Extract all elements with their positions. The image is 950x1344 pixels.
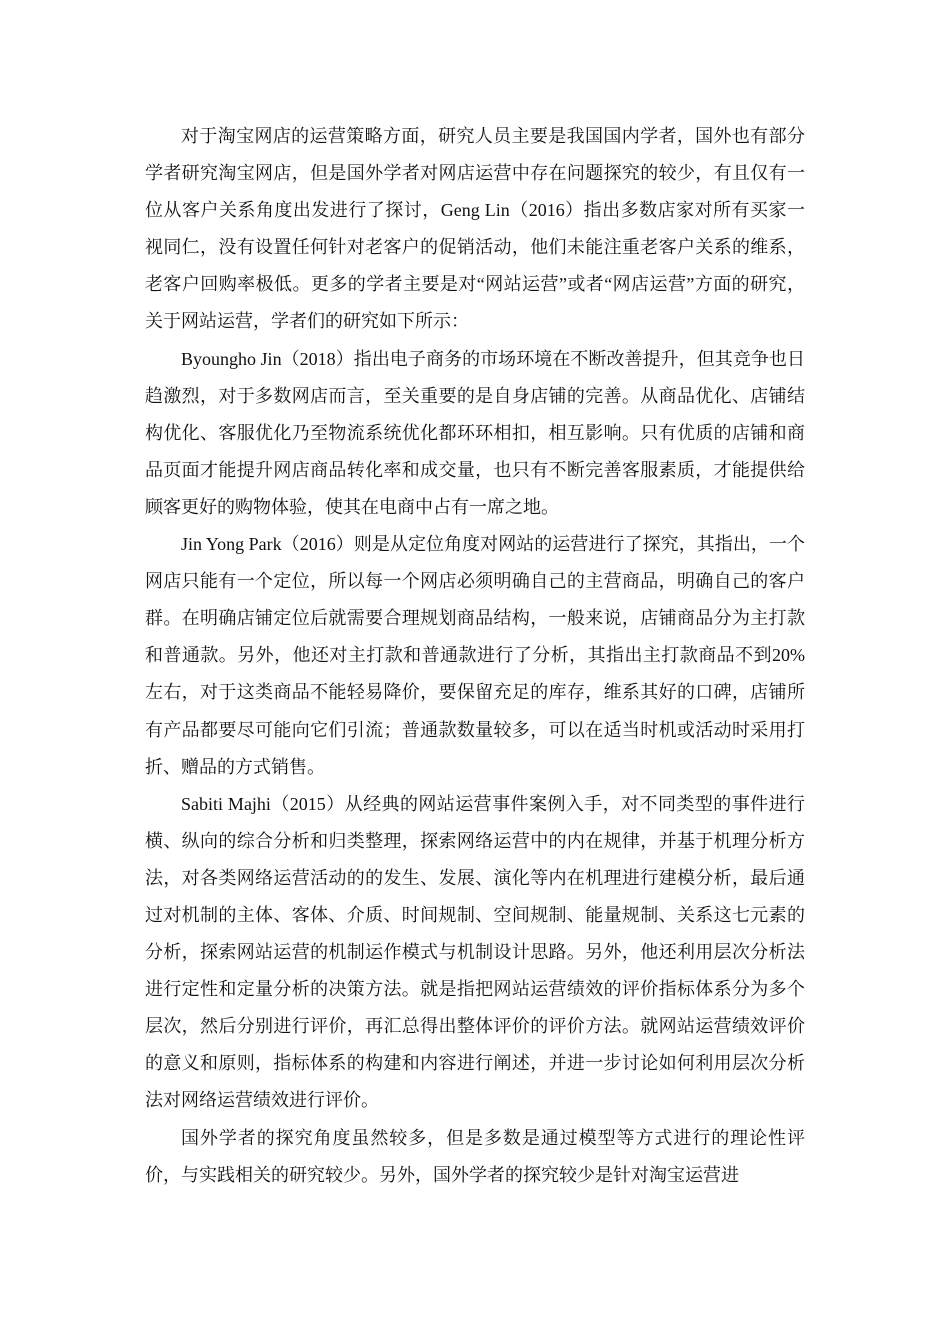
paragraph-sabiti-majhi: Sabiti Majhi（2015）从经典的网站运营事件案例入手，对不同类型的事件进行横、纵向的综合分析和归类整理，探索网络运营中的内在规律，并基于机理分析方法，对各类网络运营活动的的发生、发展、演化等内在机理进行建模分析，最后通过对机制的主体、客体、介质、时间规制、空间规制、能量规制、关系这七元素的分析，探索网站运营的机制运作模式与机制设计思路。另外，他还利用层次分析法进行定性和定量分析的决策方法。就是指把网站运营绩效的评价指标体系分为多个层次，然后分别进行评价，再汇总得出整体评价的评价方法。就网站运营绩效评价的意义和原则，指标体系的构建和内容进行阐述，并进一步讨论如何利用层次分析法对网络运营绩效进行评价。: [145, 793, 805, 1111]
document-body: [145, 118, 805, 1194]
paragraph-byoungho-jin: Byoungho Jin（2018）指出电子商务的市场环境在不断改善提升，但其竞争也日趋激烈，对于多数网店而言，至关重要的是自身店铺的完善。从商品优化、店铺结构优化、客服优化乃至物流系统优化都环环相扣，相互影响。只有优质的店铺和商品页面才能提升网店商品转化率和成交量，也只有不断完善客服素质，才能提供给顾客更好的购物体验，使其在电商中占有一席之地。: [145, 348, 805, 517]
paragraph-jin-yong-park: Jin Yong Park（2016）则是从定位角度对网站的运营进行了探究，其指出，一个网店只能有一个定位，所以每一个网店必须明确自己的主营商品，明确自己的客户群。在明确店铺定位后就需要合理规划商品结构，一般来说，店铺商品分为主打款和普通款。另外，他还对主打款和普通款进行了分析，其指出主打款商品不到20%左右，对于这类商品不能轻易降价，要保留充足的库存，维系其好的口碑，店铺所有产品都要尽可能向它们引流；普通款数量较多，可以在适当时机或活动时采用打折、赠品的方式销售。: [145, 534, 805, 777]
paragraph-summary: 国外学者的探究角度虽然较多，但是多数是通过模型等方式进行的理论性评价，与实践相关的研究较少。另外，国外学者的探究较少是针对淘宝运营进: [145, 1127, 805, 1185]
paragraph-intro: 对于淘宝网店的运营策略方面，研究人员主要是我国国内学者，国外也有部分学者研究淘宝网店，但是国外学者对网店运营中存在问题探究的较少，有且仅有一位从客户关系角度出发进行了探讨，Geng Lin（2016）指出多数店家对所有买家一视同仁，没有设置任何针对老客户的促销活动，他们未能注重老客户关系的维系，老客户回购率极低。更多的学者主要是对“网站运营”或者“网店运营”方面的研究，关于网站运营，学者们的研究如下所示：: [145, 126, 805, 332]
